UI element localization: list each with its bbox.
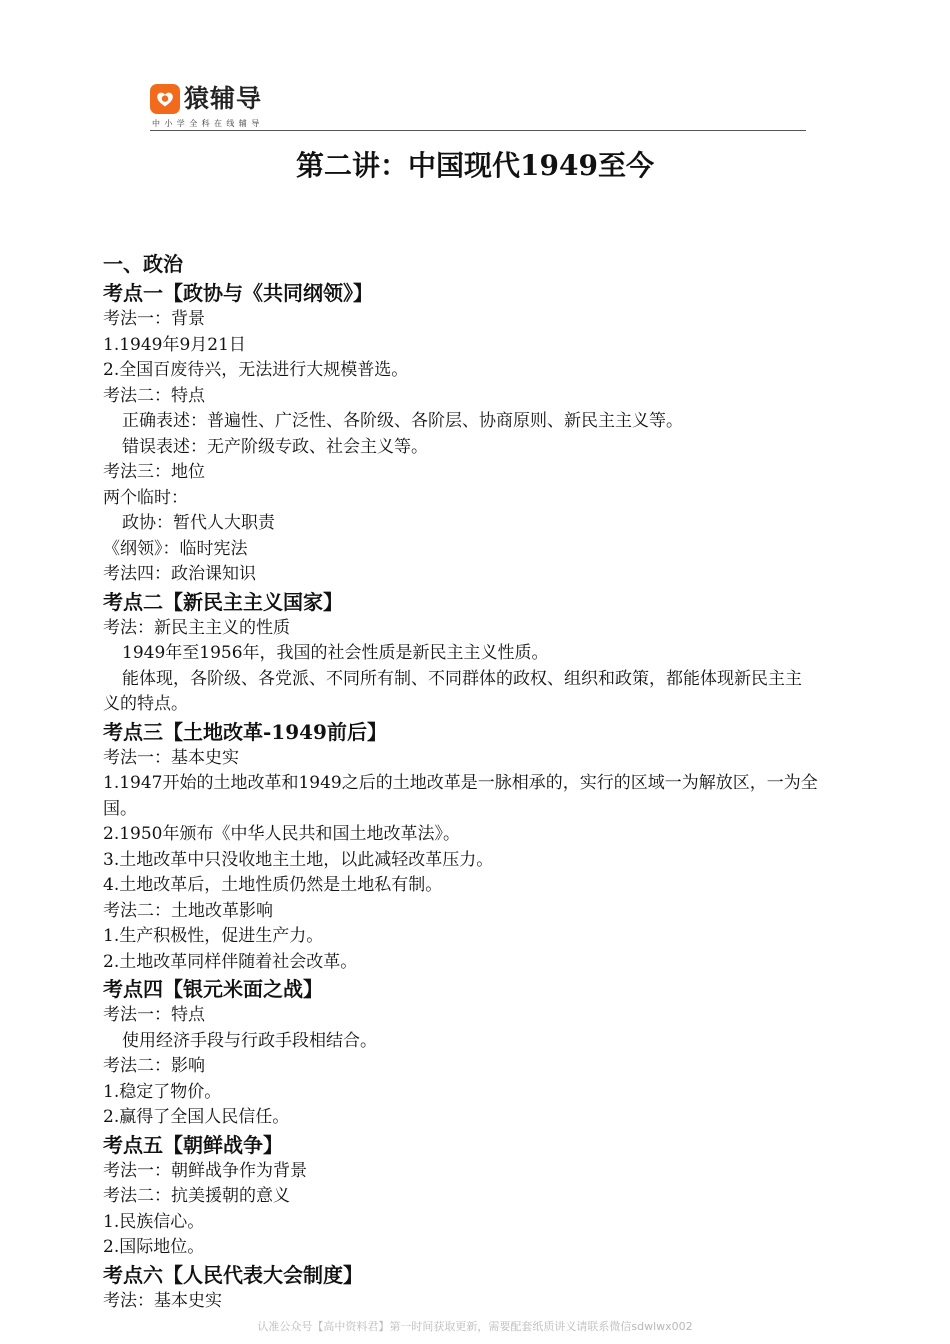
section-heading: 一、政治 [103,252,183,276]
brand-name: 猿辅导 [184,84,263,113]
body-line: 考法二：影响 [103,1056,205,1076]
header-divider [150,130,806,131]
document-body [103,247,893,1314]
body-line-indented: 使用经济手段与行政手段相结合。 [122,1030,377,1051]
body-line: 义的特点。 [103,694,188,714]
brand-tagline: 中小学全科在线辅导 [152,119,264,128]
body-line: 2.国际地位。 [103,1237,205,1257]
body-line: 考法一：特点 [103,1005,205,1025]
body-line-indented: 正确表述：普遍性、广泛性、各阶级、各阶层、协商原则、新民主主义等。 [122,411,683,431]
exam-point-heading: 考点四【银元米面之战】 [103,977,323,1001]
body-line-indented: 错误表述：无产阶级专政、社会主义等。 [122,436,428,457]
exam-point-heading: 考点五【朝鲜战争】 [103,1132,283,1157]
page-title: 第二讲：中国现代1949至今 [296,149,654,182]
body-line: 考法四：政治课知识 [103,564,256,584]
body-line: 1.1947开始的土地改革和1949之后的土地改革是一脉相承的，实行的区域一为解放区，一为全 [103,773,818,793]
body-line: 考法一：背景 [103,309,205,329]
footer-watermark: 认准公众号【高中资料君】第一时间获取更新，需要配套纸质讲义请联系微信sdwlwx002 [257,1320,693,1333]
body-line: 1.民族信心。 [103,1211,205,1232]
body-line: 两个临时： [103,487,188,508]
page-header [150,80,806,130]
body-line: 考法：新民主主义的性质 [103,617,290,638]
body-line: 考法一：基本史实 [103,747,239,768]
body-line: 1.稳定了物价。 [103,1081,222,1102]
body-line: 考法三：地位 [103,462,205,482]
brand-mark-icon [150,84,180,114]
body-line: 2.1950年颁布《中华人民共和国土地改革法》。 [103,824,460,844]
body-line: 国。 [103,798,137,819]
body-line-indented: 1949年至1956年，我国的社会性质是新民主主义性质。 [122,643,549,663]
body-line: 2.全国百废待兴，无法进行大规模普选。 [103,360,409,380]
body-line: 考法二：特点 [103,385,205,406]
body-line: 2.赢得了全国人民信任。 [103,1107,290,1127]
body-line-indented: 政协：暂代人大职责 [122,513,275,533]
body-line: 考法二：土地改革影响 [103,900,273,921]
body-line: 1.1949年9月21日 [103,334,246,355]
body-line: 考法：基本史实 [103,1290,222,1311]
exam-point-heading: 考点一【政协与《共同纲领》】 [103,281,373,305]
exam-point-heading: 考点三【土地改革-1949前后】 [103,719,387,744]
body-line: 2.土地改革同样伴随着社会改革。 [103,951,358,972]
body-line: 考法一：朝鲜战争作为背景 [103,1160,307,1181]
exam-point-heading: 考点二【新民主主义国家】 [103,589,343,614]
exam-point-heading: 考点六【人民代表大会制度】 [103,1262,363,1287]
body-line: 《纲领》：临时宪法 [103,538,248,559]
brand-logo [150,80,806,118]
body-line: 1.生产积极性，促进生产力。 [103,926,324,946]
body-line: 考法二：抗美援朝的意义 [103,1186,290,1206]
body-line: 4.土地改革后，土地性质仍然是土地私有制。 [103,875,443,895]
body-line-indented: 能体现，各阶级、各党派、不同所有制、不同群体的政权、组织和政策，都能体现新民主主 [122,668,802,689]
body-line: 3.土地改革中只没收地主土地，以此减轻改革压力。 [103,849,494,870]
